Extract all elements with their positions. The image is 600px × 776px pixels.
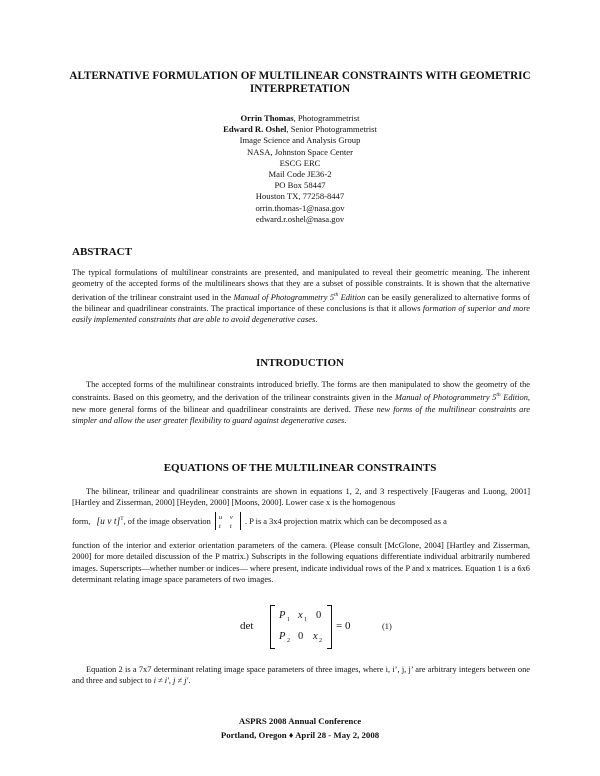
affiliation-line: orrin.thomas-1@nasa.gov [255, 202, 345, 213]
author-block [150, 113, 450, 225]
affiliation-line: PO Box 58447 [274, 180, 326, 191]
equations-paragraph-1: The bilinear, trilinear and quadrilinear constraints are shown in equations 1, 2, and 3 respectively [Faugeras and Luong, 2001] [Hartley and Zisserman, 2000] [Heyden, 2000] [Moons, 2000]. Lower case x is the homogenous [72, 487, 530, 508]
footer-line-1: ASPRS 2008 Annual Conference [238, 716, 362, 726]
observation-matrix: u v t t [215, 512, 241, 530]
author-1-name: Orrin Thomas [240, 113, 294, 123]
equations-paragraph-1b: function of the interior and exterior orientation parameters of the camera. (Please consult [McGlone, 2004] [Hartley and Zisserman, 2000] for more detailed discussion of the P matrix.) Subscripts in the following equations differentiate individual arbitrarily numbered images. Superscripts—whether number or indices— where present, indicate individual rows of the P and x matrices. Equation 1 is a 6x6 determinant relating image space parameters of two images. [72, 541, 530, 585]
affiliation-line: edward.r.oshel@nasa.gov [255, 213, 345, 224]
author-1 [150, 113, 450, 124]
abstract-text: The typical formulations of multilinear constraints are presented, and manipulated to reveal their geometric meaning. The inherent geometry of the accepted forms of the multilinears shows that they are a subset of possible constraints. It is shown that the alternative derivation of the trilinear constraint used in the Manual of Photogrammetry 5th Edition can be easily generalized to alternative forms of the bilinear and quadrilinear constraints. The practical importance of these conclusions is that it allows formation of superior and more easily implemented constraints that are able to avoid degenerative cases. [72, 268, 531, 325]
footer-line-2: Portland, Oregon ♦ April 28 - May 2, 2008 [220, 729, 380, 740]
equation-1-det: det [240, 620, 254, 632]
introduction-text: The accepted forms of the multilinear constraints introduced briefly. The forms are then manipulated to show the geometry of the constraints. Based on this geometry, and the derivation of the trilinear constraints given in the Manual of Photogrammetry 5th Edition, new more general forms of the bilinear and quadrilinear constraints are derived. These new forms of the multilinear constraints are simpler and allow the user greater flexibility to guard against degenerative cases. [72, 380, 530, 426]
abstract-heading: ABSTRACT [72, 246, 132, 258]
equations-paragraph-2: Equation 2 is a 7x7 determinant relating image space parameters of three images, where i, i’, j, j’ are arbitrary integers between one and three and subject to i ≠ i′, j ≠ j′. [72, 665, 530, 686]
equation-1-matrix: P 1 x 1 0 P 2 0 x 2 [270, 605, 332, 649]
author-2-name: Edward R. Oshel [223, 124, 287, 135]
author-2-role: , Senior Photogrammetrist [286, 124, 377, 135]
introduction-heading: INTRODUCTION [255, 357, 344, 369]
author-1-role: , Photogrammetrist [293, 113, 360, 123]
equation-1-number: (1) [382, 622, 392, 631]
equations-heading: EQUATIONS OF THE MULTILINEAR CONSTRAINTS [163, 462, 437, 474]
affiliation-line: ESCG ERC [279, 157, 321, 168]
equation-1-equals: = 0 [336, 620, 351, 632]
affiliation-line: Mail Code JE36-2 [268, 169, 332, 180]
affiliation-line: NASA, Johnston Space Center [247, 146, 353, 157]
author-2 [150, 124, 450, 135]
affiliation-line: Houston TX, 77258-8447 [255, 191, 345, 202]
equations-observation-line: form, [u v t]$^T$, of the image observation u v t t . P is a 3x4 projection matrix which can be decomposed as a [72, 514, 447, 530]
affiliation-line: Image Science and Analysis Group [239, 135, 361, 146]
conference-footer [60, 715, 540, 742]
paper-title: ALTERNATIVE FORMULATION OF MULTILINEAR CONSTRAINTS WITH GEOMETRIC INTERPRETATION [69, 70, 531, 95]
